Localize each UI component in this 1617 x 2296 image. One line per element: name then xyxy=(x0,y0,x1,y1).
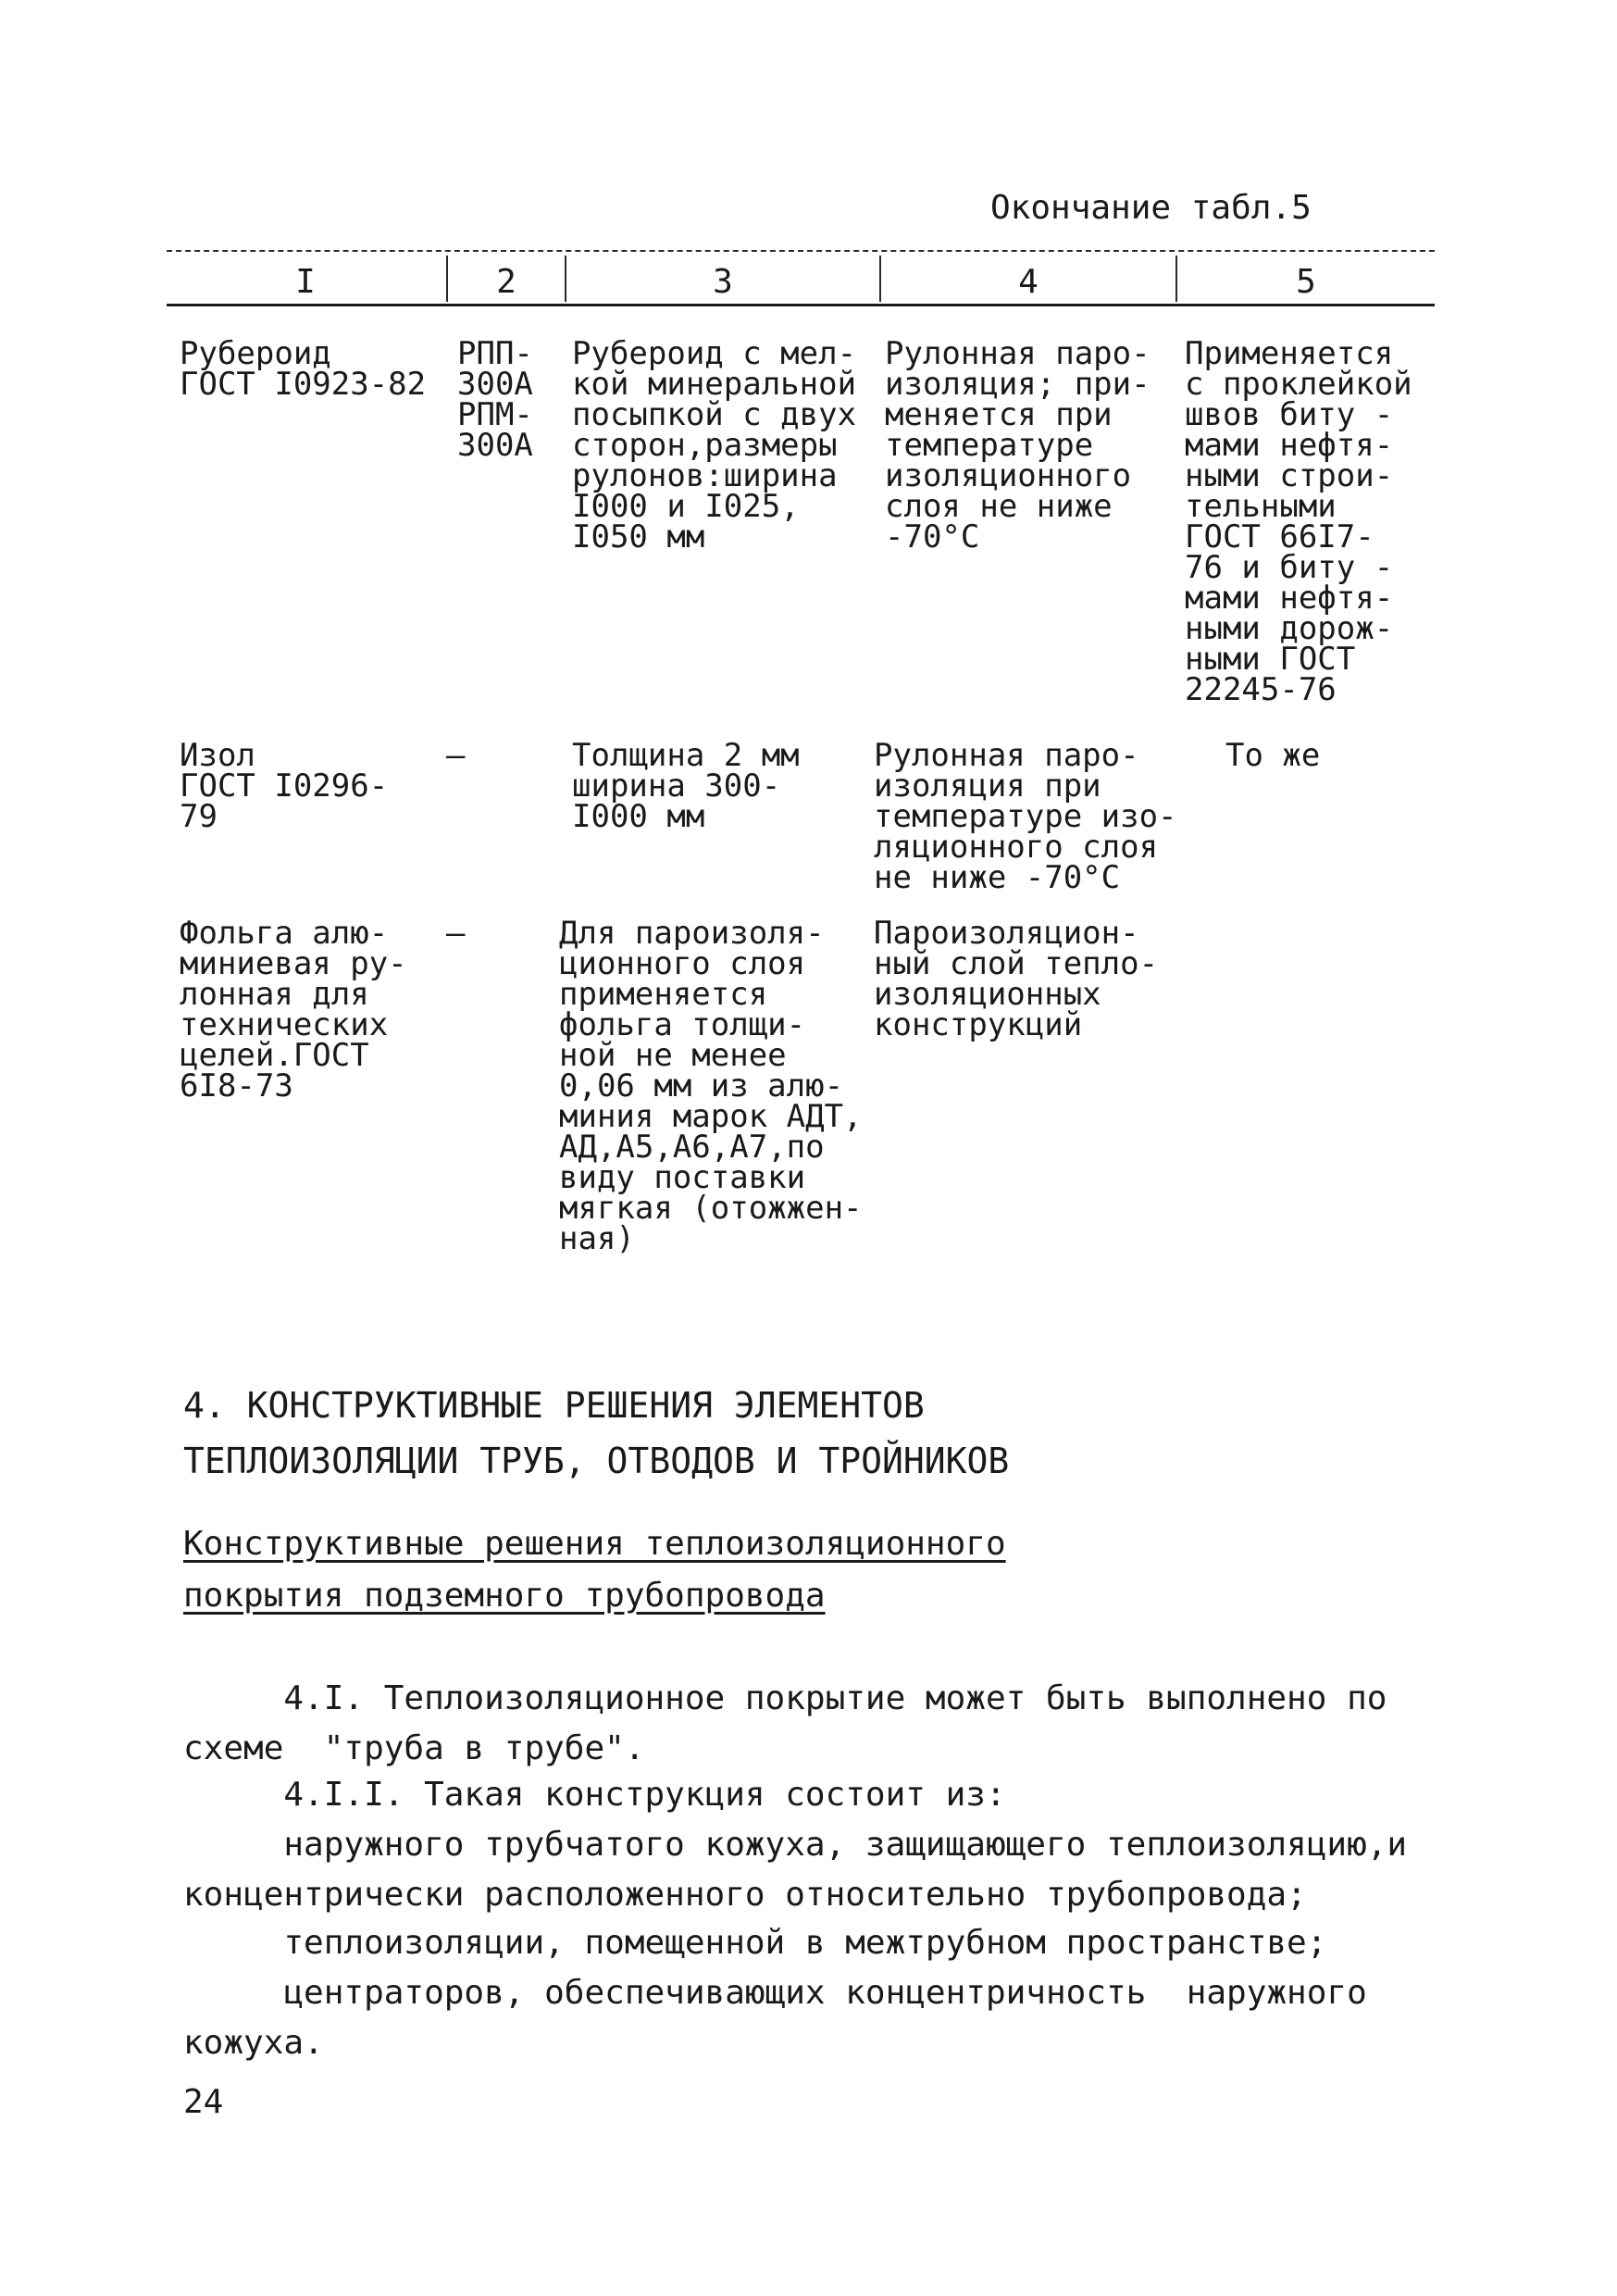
list-item-insulation: теплоизоляции, помещенной в межтрубном пространстве; xyxy=(183,1924,1327,1962)
table-cell-characteristics: Для пароизоля- ционного слоя применяется фольга толщи- ной не менее 0,06 мм из алю- миния марок АДТ, АД,А5,А6,А7,по виду поставки мягкая (отожжен- ная) xyxy=(559,915,863,1257)
table-caption: Окончание табл.5 xyxy=(990,189,1312,227)
table-cell-application: Пароизоляцион- ный слой тепло- изоляционных конструкций xyxy=(874,915,1159,1043)
list-item-centralizers: центраторов, обеспечивающих концентричность наружного кожуха. xyxy=(183,1974,1367,2062)
paragraph-4-1-1: 4.I.I. Такая конструкция состоит из: xyxy=(183,1776,1006,1814)
column-number-5: 5 xyxy=(1296,263,1316,301)
column-number-1: I xyxy=(295,263,316,301)
table-cell-material: Изол ГОСТ I0296- 79 xyxy=(180,737,389,835)
list-item-casing: наружного трубчатого кожуха, защищающего теплоизоляцию,и концентрически расположенного относительно трубопровода; xyxy=(183,1826,1408,1914)
paragraph-4-1: 4.I. Теплоизоляционное покрытие может быть выполнено по схеме "труба в трубе". xyxy=(183,1679,1387,1767)
table-cell-notes: Применяется с проклейкой швов биту - мами нефтя- ными строи- тельными ГОСТ 66I7- 76 и биту - мами нефтя- ными дорож- ными ГОСТ 22245-76 xyxy=(1185,335,1412,708)
table-cell-grade: — xyxy=(446,915,466,952)
table-cell-notes: То же xyxy=(1225,737,1321,774)
table-cell-characteristics: Рубероид с мел- кой минеральной посыпкой с двух сторон,размеры рулонов:ширина I000 и I025, I050 мм xyxy=(572,335,857,555)
page-number: 24 xyxy=(183,2083,224,2121)
table-cell-material: Рубероид ГОСТ I0923-82 xyxy=(180,335,427,403)
table-cell-grade: РПП- 300А РПМ- 300А xyxy=(457,335,533,464)
table-cell-material: Фольга алю- миниевая ру- лонная для технических целей.ГОСТ 6I8-73 xyxy=(180,915,407,1104)
column-number-4: 4 xyxy=(1018,263,1039,301)
column-number-3: 3 xyxy=(713,263,733,301)
section-heading: 4. КОНСТРУКТИВНЫЕ РЕШЕНИЯ ЭЛЕМЕНТОВ ТЕПЛОИЗОЛЯЦИИ ТРУБ, ОТВОДОВ И ТРОЙНИКОВ xyxy=(183,1385,1010,1481)
table-cell-characteristics: Толщина 2 мм ширина 300- I000 мм xyxy=(572,737,800,835)
table-top-rule xyxy=(167,250,1435,252)
table-header-rule xyxy=(167,304,1435,306)
table-cell-application: Рулонная паро- изоляция при температуре изо- ляционного слоя не ниже -70°С xyxy=(874,737,1177,896)
table-cell-application: Рулонная паро- изоляция; при- меняется при температуре изоляционного слоя не ниже -70°С xyxy=(885,335,1151,555)
subsection-heading: Конструктивные решения теплоизоляционного покрытия подземного трубопровода xyxy=(183,1525,1006,1615)
table-cell-grade: — xyxy=(446,737,466,774)
column-number-2: 2 xyxy=(496,263,516,301)
